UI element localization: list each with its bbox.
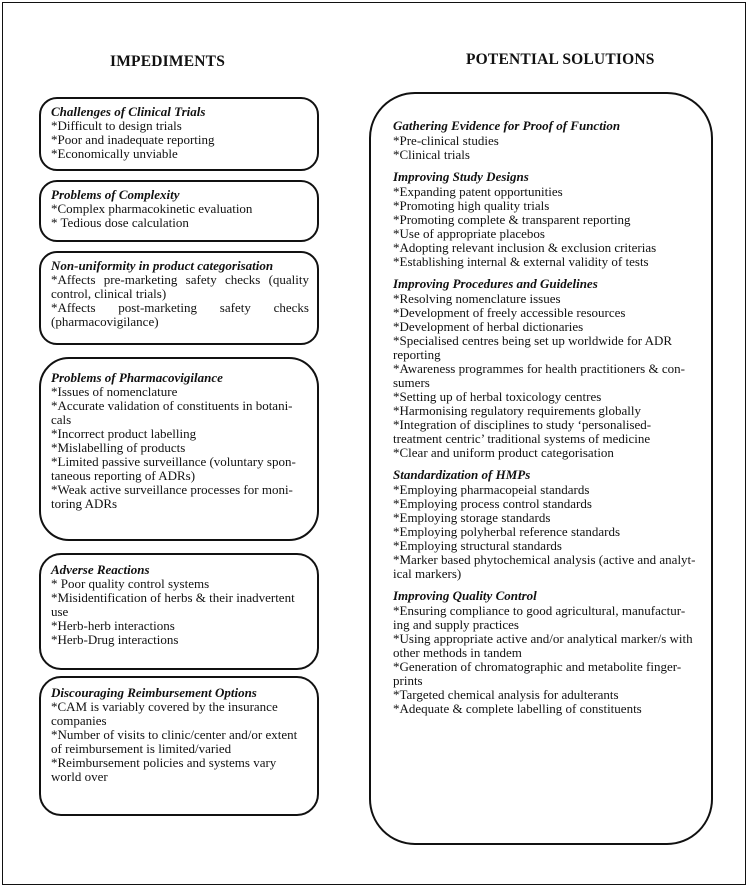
list-item: *Issues of nomenclature — [51, 384, 178, 399]
impediment-clinical-trials-box — [39, 97, 319, 171]
box-title: Problems of Complexity — [51, 187, 180, 202]
box-title: Challenges of Clinical Trials — [51, 104, 206, 119]
list-item: *Generation of chromatographic and metabolite finger-prints — [393, 659, 682, 688]
list-item: *Using appropriate active and/or analytical marker/s with other methods in tandem — [393, 631, 693, 660]
solution-section-quality-control — [393, 589, 697, 716]
impediment-reimbursement-box — [39, 676, 319, 816]
list-item: *Employing pharmacopeial standards — [393, 482, 590, 497]
solutions-heading: POTENTIAL SOLUTIONS — [466, 51, 655, 68]
box-title: Discouraging Reimbursement Options — [51, 685, 257, 700]
list-item: *Misidentification of herbs & their inadvertent use — [51, 590, 295, 619]
impediment-pharmacovigilance-box — [39, 357, 319, 541]
list-item: *Promoting complete & transparent reporting — [393, 212, 631, 227]
list-item: *Employing polyherbal reference standards — [393, 524, 621, 539]
list-item: *Difficult to design trials — [51, 118, 182, 133]
list-item: *Resolving nomenclature issues — [393, 291, 561, 306]
list-item: *CAM is variably covered by the insurance companies — [51, 699, 278, 728]
list-item: *Clinical trials — [393, 147, 470, 162]
list-item: *Poor and inadequate reporting — [51, 132, 215, 147]
list-item: *Incorrect product labelling — [51, 426, 197, 441]
list-item: *Employing storage standards — [393, 510, 551, 525]
list-item: * Poor quality control systems — [51, 576, 210, 591]
list-item: *Integration of disciplines to study ‘personalised-treatment centric’ traditional systems of medicine — [393, 417, 652, 446]
box-title: Adverse Reactions — [51, 562, 150, 577]
list-item: *Setting up of herbal toxicology centres — [393, 389, 602, 404]
list-item: *Specialised centres being set up worldwide for ADR reporting — [393, 333, 673, 362]
list-item: *Development of freely accessible resources — [393, 305, 626, 320]
list-item: *Harmonising regulatory requirements globally — [393, 403, 642, 418]
list-item: *Economically unviable — [51, 146, 178, 161]
section-title: Improving Procedures and Guidelines — [393, 276, 598, 291]
list-item: *Adequate & complete labelling of constituents — [393, 701, 642, 716]
list-item: *Employing process control standards — [393, 496, 592, 511]
section-title: Improving Study Designs — [393, 169, 529, 184]
list-item: *Affects post-marketing safety checks (pharmacovigilance) — [51, 300, 309, 329]
potential-solutions-box — [369, 92, 713, 845]
list-item: *Clear and uniform product categorisation — [393, 445, 614, 460]
list-item: *Reimbursement policies and systems vary world over — [51, 755, 277, 784]
box-title: Problems of Pharmacovigilance — [51, 370, 223, 385]
solution-section-standardization — [393, 468, 697, 581]
section-title: Gathering Evidence for Proof of Function — [393, 118, 621, 133]
box-title: Non-uniformity in product categorisation — [51, 258, 274, 273]
list-item: *Complex pharmacokinetic evaluation — [51, 201, 253, 216]
list-item: * Tedious dose calculation — [51, 215, 189, 230]
list-item: *Employing structural standards — [393, 538, 562, 553]
list-item: *Use of appropriate placebos — [393, 226, 545, 241]
list-item: *Expanding patent opportunities — [393, 184, 563, 199]
section-title: Improving Quality Control — [393, 588, 537, 603]
impediment-complexity-box — [39, 180, 319, 242]
impediments-heading: IMPEDIMENTS — [110, 53, 226, 70]
list-item: *Weak active surveillance processes for moni-toring ADRs — [51, 482, 293, 511]
impediment-categorisation-box — [39, 251, 319, 345]
impediment-adverse-reactions-box — [39, 553, 319, 670]
list-item: *Adopting relevant inclusion & exclusion criterias — [393, 240, 657, 255]
section-title: Standardization of HMPs — [393, 467, 531, 482]
list-item: *Marker based phytochemical analysis (active and analyt-ical markers) — [393, 552, 696, 581]
list-item: *Herb-Drug interactions — [51, 632, 179, 647]
list-item: *Establishing internal & external validity of tests — [393, 254, 649, 269]
list-item: *Ensuring compliance to good agricultural, manufactur-ing and supply practices — [393, 603, 686, 632]
list-item: *Pre-clinical studies — [393, 133, 499, 148]
list-item: *Herb-herb interactions — [51, 618, 175, 633]
list-item: *Affects pre-marketing safety checks (quality control, clinical trials) — [51, 272, 309, 301]
list-item: *Number of visits to clinic/center and/or extent of reimbursement is limited/varied — [51, 727, 298, 756]
list-item: *Targeted chemical analysis for adulterants — [393, 687, 619, 702]
solution-section-procedures — [393, 277, 697, 460]
list-item: *Awareness programmes for health practitioners & con-sumers — [393, 361, 685, 390]
list-item: *Accurate validation of constituents in botani-cals — [51, 398, 293, 427]
list-item: *Promoting high quality trials — [393, 198, 550, 213]
solution-section-evidence — [393, 119, 697, 162]
list-item: *Limited passive surveillance (voluntary spon-taneous reporting of ADRs) — [51, 454, 296, 483]
solution-section-study-designs — [393, 170, 697, 269]
list-item: *Mislabelling of products — [51, 440, 186, 455]
list-item: *Development of herbal dictionaries — [393, 319, 584, 334]
